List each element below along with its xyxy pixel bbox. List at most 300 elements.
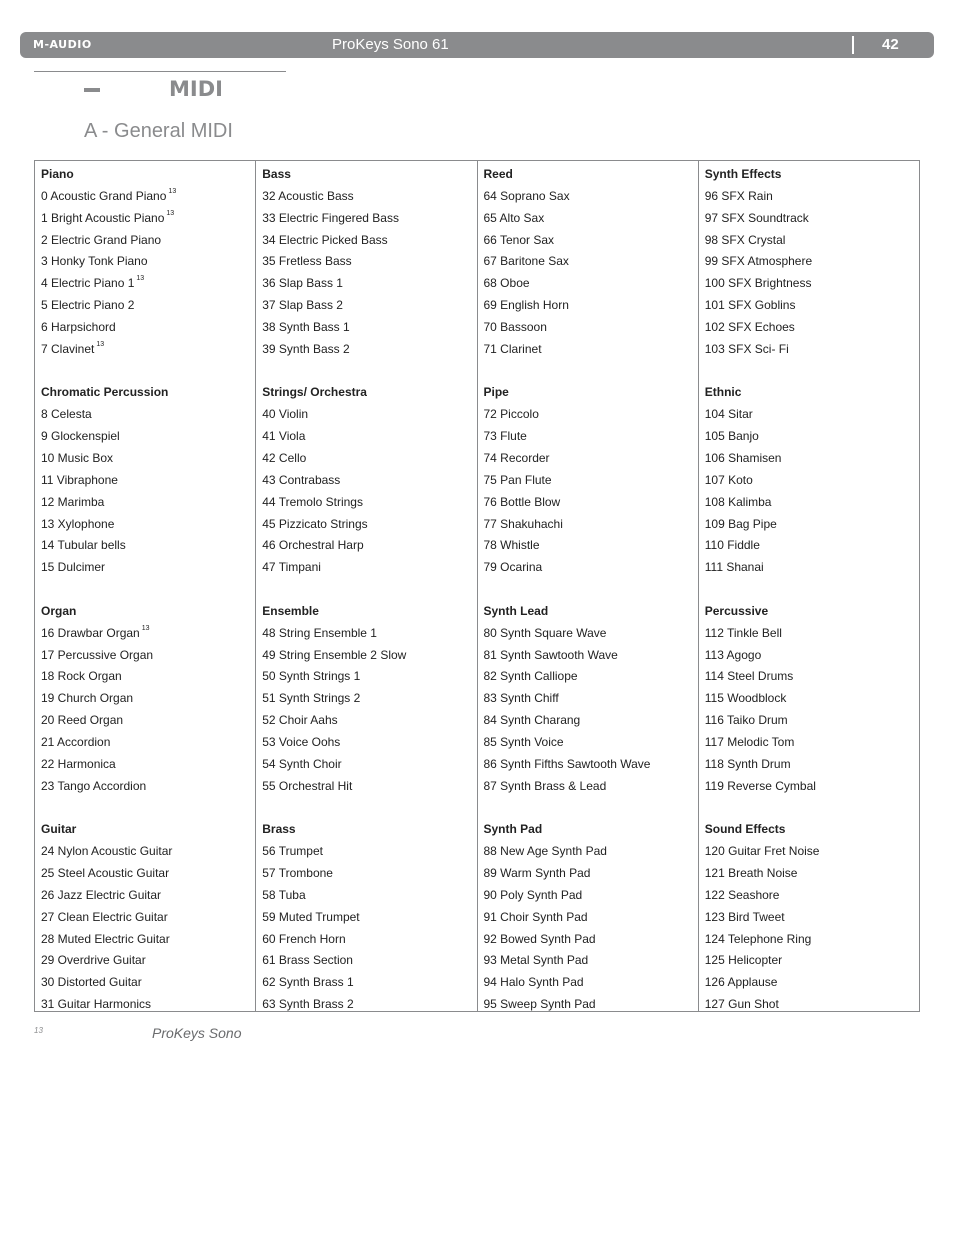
instrument-row xyxy=(262,841,476,863)
instrument-row xyxy=(41,535,255,557)
instrument-row xyxy=(41,492,255,514)
instrument-row xyxy=(262,339,476,361)
instrument-label: 44 Tremolo Strings xyxy=(262,494,363,509)
instrument-row xyxy=(41,339,255,361)
section-dash xyxy=(84,88,100,92)
instrument-label: 36 Slap Bass 1 xyxy=(262,276,343,291)
instrument-label: 57 Trombone xyxy=(262,866,333,880)
instrument-row xyxy=(705,885,919,907)
instrument-row xyxy=(705,754,919,776)
instrument-label: 20 Reed Organ xyxy=(41,713,124,728)
instrument-row xyxy=(484,929,698,951)
instrument-row xyxy=(41,470,255,492)
instrument-label: 82 Synth Calliope xyxy=(483,669,578,684)
instrument-row xyxy=(262,666,476,688)
instrument-label: 111 Shanai xyxy=(704,560,764,575)
instrument-label: 56 Trumpet xyxy=(262,844,323,859)
instrument-row xyxy=(262,448,476,470)
instrument-label: 120 Guitar Fret Noise xyxy=(704,844,820,859)
instrument-label: 40 Violin xyxy=(262,407,309,422)
instrument-label: 108 Kalimba xyxy=(704,494,772,509)
instrument-label: 67 Baritone Sax xyxy=(483,254,569,269)
instrument-label: 95 Sweep Synth Pad xyxy=(483,997,596,1012)
table-column xyxy=(699,161,919,1011)
instrument-row xyxy=(262,186,476,208)
instrument-label: 8 Celesta xyxy=(41,407,92,422)
instrument-row xyxy=(484,645,698,667)
instrument-row xyxy=(705,492,919,514)
instrument-label: 3 Honky Tonk Piano xyxy=(41,254,148,269)
brand-logo: M-AUDIO xyxy=(33,38,92,51)
group-header: Brass xyxy=(262,822,296,837)
spacer-row xyxy=(41,579,255,601)
instrument-row xyxy=(484,317,698,339)
instrument-label: 99 SFX Atmosphere xyxy=(704,254,813,269)
instrument-row xyxy=(705,557,919,579)
instrument-label: 18 Rock Organ xyxy=(41,669,122,684)
instrument-label: 75 Pan Flute xyxy=(483,472,552,487)
instrument-label: 51 Synth Strings 2 xyxy=(262,691,361,706)
instrument-row xyxy=(262,754,476,776)
instrument-row xyxy=(41,295,255,317)
spacer-row xyxy=(41,797,255,819)
instrument-label: 30 Distorted Guitar xyxy=(41,975,142,990)
instrument-label: 32 Acoustic Bass xyxy=(262,188,354,203)
instrument-label: 58 Tuba xyxy=(262,887,306,902)
instrument-row xyxy=(262,645,476,667)
footnote-text: ProKeys Sono xyxy=(152,1025,242,1041)
instrument-row xyxy=(705,404,919,426)
instrument-row xyxy=(41,666,255,688)
instrument-row xyxy=(262,557,476,579)
instrument-row xyxy=(484,885,698,907)
instrument-row xyxy=(262,295,476,317)
instrument-label: 107 Koto xyxy=(704,472,753,487)
instrument-label: 87 Synth Brass & Lead xyxy=(483,778,607,793)
instrument-row xyxy=(262,688,476,710)
footnote-reference: 13 xyxy=(166,209,175,217)
instrument-label: 48 String Ensemble 1 xyxy=(262,625,377,640)
instrument-label: 92 Bowed Synth Pad xyxy=(483,931,596,946)
instrument-row xyxy=(484,339,698,361)
spacer-row xyxy=(262,361,476,383)
instrument-label: 100 SFX Brightness xyxy=(704,276,812,291)
instrument-label: 85 Synth Voice xyxy=(483,734,564,749)
instrument-label: 7 Clavinet xyxy=(41,341,95,356)
instrument-row xyxy=(41,841,255,863)
subsection-title: A - General MIDI xyxy=(84,120,233,142)
instrument-label: 83 Synth Chiff xyxy=(483,691,559,706)
instrument-row xyxy=(705,645,919,667)
instrument-row xyxy=(705,929,919,951)
instrument-row xyxy=(484,208,698,230)
instrument-label: 37 Slap Bass 2 xyxy=(262,298,343,313)
instrument-label: 81 Synth Sawtooth Wave xyxy=(483,647,618,662)
instrument-row xyxy=(484,863,698,885)
instrument-label: 109 Bag Pipe xyxy=(704,516,777,531)
instrument-row xyxy=(262,907,476,929)
instrument-row xyxy=(41,251,255,273)
instrument-label: 5 Electric Piano 2 xyxy=(41,298,135,313)
group-header: Ethnic xyxy=(704,385,742,400)
instrument-label: 84 Synth Charang xyxy=(483,713,581,728)
instrument-row xyxy=(705,972,919,994)
instrument-label: 106 Shamisen xyxy=(704,450,782,465)
group-header: Sound Effects xyxy=(704,822,786,837)
instrument-label: 104 Sitar xyxy=(704,407,753,422)
instrument-row xyxy=(705,535,919,557)
instrument-row xyxy=(484,273,698,295)
instrument-row xyxy=(262,470,476,492)
instrument-row xyxy=(484,666,698,688)
spacer-row xyxy=(705,361,919,383)
section-rule xyxy=(34,71,286,72)
instrument-row xyxy=(705,623,919,645)
instrument-row xyxy=(484,426,698,448)
instrument-label: 74 Recorder xyxy=(483,450,550,465)
instrument-row xyxy=(262,732,476,754)
instrument-row xyxy=(262,972,476,994)
instrument-label: 117 Melodic Tom xyxy=(704,734,795,749)
instrument-row xyxy=(705,426,919,448)
group-header: Reed xyxy=(483,167,513,181)
instrument-label: 97 SFX Soundtrack xyxy=(704,210,809,225)
instrument-label: 66 Tenor Sax xyxy=(483,232,554,247)
instrument-row xyxy=(705,273,919,295)
instrument-label: 13 Xylophone xyxy=(41,516,115,531)
instrument-label: 31 Guitar Harmonics xyxy=(41,997,152,1012)
instrument-row xyxy=(41,688,255,710)
spacer-row xyxy=(705,579,919,601)
spacer-row xyxy=(262,797,476,819)
document-title: ProKeys Sono 61 xyxy=(332,36,449,53)
instrument-row xyxy=(262,535,476,557)
instrument-label: 64 Soprano Sax xyxy=(483,188,570,203)
instrument-row xyxy=(41,623,255,645)
instrument-label: 4 Electric Piano 1 xyxy=(41,276,135,291)
group-header: Piano xyxy=(41,167,74,181)
instrument-row xyxy=(705,295,919,317)
instrument-label: 9 Glockenspiel xyxy=(41,429,120,444)
instrument-label: 89 Warm Synth Pad xyxy=(483,866,591,880)
instrument-row xyxy=(705,732,919,754)
instrument-row xyxy=(41,426,255,448)
instrument-label: 53 Voice Oohs xyxy=(262,734,341,749)
instrument-label: 124 Telephone Ring xyxy=(704,931,812,946)
instrument-label: 49 String Ensemble 2 Slow xyxy=(262,647,407,662)
instrument-row xyxy=(705,448,919,470)
instrument-label: 76 Bottle Blow xyxy=(483,494,561,509)
instrument-label: 69 English Horn xyxy=(483,298,569,313)
instrument-label: 93 Metal Synth Pad xyxy=(483,953,589,968)
instrument-label: 55 Orchestral Hit xyxy=(262,778,353,793)
instrument-row xyxy=(484,251,698,273)
instrument-row xyxy=(262,317,476,339)
instrument-label: 65 Alto Sax xyxy=(483,210,545,225)
instrument-row xyxy=(41,186,255,208)
instrument-label: 61 Brass Section xyxy=(262,953,353,968)
instrument-row xyxy=(705,514,919,536)
instrument-label: 46 Orchestral Harp xyxy=(262,538,364,553)
instrument-row xyxy=(705,776,919,798)
instrument-label: 78 Whistle xyxy=(483,538,540,553)
instrument-label: 26 Jazz Electric Guitar xyxy=(41,887,162,902)
instrument-label: 15 Dulcimer xyxy=(41,560,106,575)
instrument-label: 43 Contrabass xyxy=(262,472,341,487)
instrument-label: 34 Electric Picked Bass xyxy=(262,232,388,247)
instrument-label: 6 Harpsichord xyxy=(41,319,116,334)
instrument-label: 1 Bright Acoustic Piano xyxy=(41,210,165,225)
instrument-label: 17 Percussive Organ xyxy=(41,647,154,662)
instrument-label: 80 Synth Square Wave xyxy=(483,625,607,640)
instrument-row xyxy=(41,754,255,776)
instrument-label: 125 Helicopter xyxy=(704,953,783,968)
instrument-label: 110 Fiddle xyxy=(704,538,760,553)
instrument-row xyxy=(484,950,698,972)
instrument-row xyxy=(41,208,255,230)
instrument-label: 11 Vibraphone xyxy=(41,472,118,487)
instrument-row xyxy=(41,710,255,732)
instrument-row xyxy=(262,251,476,273)
instrument-row xyxy=(484,535,698,557)
instrument-row xyxy=(484,514,698,536)
instrument-label: 50 Synth Strings 1 xyxy=(262,669,361,684)
footnote-reference: 13 xyxy=(168,187,177,195)
instrument-row xyxy=(41,950,255,972)
instrument-row xyxy=(262,929,476,951)
instrument-label: 12 Marimba xyxy=(41,494,105,509)
section-title: MIDI xyxy=(169,77,223,101)
instrument-row xyxy=(705,863,919,885)
instrument-label: 116 Taiko Drum xyxy=(704,713,788,728)
instrument-row xyxy=(41,317,255,339)
instrument-row xyxy=(41,448,255,470)
instrument-label: 98 SFX Crystal xyxy=(704,232,786,247)
instrument-row xyxy=(484,492,698,514)
instrument-label: 112 Tinkle Bell xyxy=(704,625,782,640)
group-header: Chromatic Percussion xyxy=(41,385,169,400)
instrument-row xyxy=(41,557,255,579)
instrument-row xyxy=(705,841,919,863)
header-separator xyxy=(852,36,854,54)
instrument-label: 70 Bassoon xyxy=(483,319,547,334)
table-column xyxy=(478,161,699,1011)
footnote-marker: 13 xyxy=(34,1026,43,1035)
group-header: Synth Lead xyxy=(483,603,549,618)
group-header: Strings/ Orchestra xyxy=(262,385,367,400)
instrument-row xyxy=(262,994,476,1016)
instrument-label: 28 Muted Electric Guitar xyxy=(41,931,170,946)
instrument-row xyxy=(41,273,255,295)
instrument-label: 115 Woodblock xyxy=(704,691,787,706)
instrument-row xyxy=(41,732,255,754)
general-midi-table xyxy=(34,160,920,1012)
instrument-row xyxy=(41,776,255,798)
instrument-label: 94 Halo Synth Pad xyxy=(483,975,584,990)
instrument-label: 88 New Age Synth Pad xyxy=(483,844,607,859)
instrument-label: 52 Choir Aahs xyxy=(262,713,338,728)
instrument-label: 22 Harmonica xyxy=(41,756,116,771)
instrument-label: 62 Synth Brass 1 xyxy=(262,975,354,990)
instrument-row xyxy=(484,776,698,798)
instrument-label: 113 Agogo xyxy=(704,647,762,662)
instrument-row xyxy=(484,295,698,317)
instrument-row xyxy=(41,907,255,929)
instrument-row xyxy=(262,230,476,252)
spacer-row xyxy=(484,361,698,383)
instrument-row xyxy=(41,885,255,907)
instrument-row xyxy=(705,950,919,972)
instrument-row xyxy=(262,710,476,732)
instrument-row xyxy=(705,688,919,710)
instrument-row xyxy=(262,776,476,798)
table-column xyxy=(256,161,477,1011)
instrument-label: 47 Timpani xyxy=(262,560,321,575)
instrument-label: 35 Fretless Bass xyxy=(262,254,352,269)
instrument-row xyxy=(262,514,476,536)
footnote-reference: 13 xyxy=(141,624,150,632)
instrument-label: 102 SFX Echoes xyxy=(704,319,795,334)
instrument-row xyxy=(262,863,476,885)
instrument-label: 60 French Horn xyxy=(262,931,346,946)
group-header: Bass xyxy=(262,167,291,181)
instrument-label: 27 Clean Electric Guitar xyxy=(41,909,168,924)
instrument-label: 73 Flute xyxy=(483,429,527,444)
group-header: Synth Effects xyxy=(704,167,782,181)
instrument-label: 123 Bird Tweet xyxy=(704,909,785,924)
instrument-row xyxy=(705,317,919,339)
instrument-row xyxy=(705,994,919,1016)
instrument-row xyxy=(262,208,476,230)
instrument-label: 119 Reverse Cymbal xyxy=(704,778,816,793)
instrument-label: 24 Nylon Acoustic Guitar xyxy=(41,844,173,859)
instrument-row xyxy=(41,994,255,1016)
instrument-row xyxy=(484,186,698,208)
instrument-label: 101 SFX Goblins xyxy=(704,298,796,313)
instrument-row xyxy=(705,666,919,688)
instrument-label: 38 Synth Bass 1 xyxy=(262,319,350,334)
spacer-row xyxy=(484,797,698,819)
instrument-row xyxy=(262,623,476,645)
instrument-label: 71 Clarinet xyxy=(483,341,542,356)
spacer-row xyxy=(41,361,255,383)
instrument-row xyxy=(262,492,476,514)
instrument-label: 23 Tango Accordion xyxy=(41,778,147,793)
instrument-row xyxy=(705,251,919,273)
instrument-label: 2 Electric Grand Piano xyxy=(41,232,162,247)
instrument-row xyxy=(262,273,476,295)
instrument-label: 122 Seashore xyxy=(704,887,780,902)
table-column xyxy=(35,161,256,1011)
instrument-label: 79 Ocarina xyxy=(483,560,543,575)
header-bar xyxy=(20,32,934,58)
instrument-row xyxy=(41,863,255,885)
instrument-label: 68 Oboe xyxy=(483,276,530,291)
instrument-label: 96 SFX Rain xyxy=(704,188,773,203)
instrument-label: 59 Muted Trumpet xyxy=(262,909,360,924)
instrument-row xyxy=(262,950,476,972)
instrument-label: 121 Breath Noise xyxy=(704,866,798,880)
instrument-label: 91 Choir Synth Pad xyxy=(483,909,588,924)
instrument-row xyxy=(484,230,698,252)
instrument-label: 114 Steel Drums xyxy=(704,669,794,684)
spacer-row xyxy=(262,579,476,601)
instrument-row xyxy=(262,885,476,907)
instrument-label: 19 Church Organ xyxy=(41,691,134,706)
footnote-reference: 13 xyxy=(96,340,105,348)
instrument-label: 103 SFX Sci- Fi xyxy=(704,341,789,356)
group-header: Pipe xyxy=(483,385,509,400)
instrument-row xyxy=(484,470,698,492)
page-number: 42 xyxy=(882,36,899,53)
instrument-row xyxy=(41,514,255,536)
spacer-row xyxy=(705,797,919,819)
instrument-row xyxy=(484,688,698,710)
instrument-row xyxy=(41,929,255,951)
instrument-label: 63 Synth Brass 2 xyxy=(262,997,354,1012)
instrument-label: 118 Synth Drum xyxy=(704,756,791,771)
instrument-row xyxy=(484,623,698,645)
instrument-row xyxy=(262,426,476,448)
instrument-label: 72 Piccolo xyxy=(483,407,539,422)
instrument-row xyxy=(705,470,919,492)
instrument-row xyxy=(705,710,919,732)
instrument-label: 14 Tubular bells xyxy=(41,538,126,553)
instrument-label: 10 Music Box xyxy=(41,450,114,465)
group-header: Ensemble xyxy=(262,603,319,618)
instrument-row xyxy=(484,710,698,732)
instrument-row xyxy=(41,972,255,994)
instrument-label: 126 Applause xyxy=(704,975,778,990)
instrument-label: 54 Synth Choir xyxy=(262,756,342,771)
instrument-row xyxy=(484,994,698,1016)
spacer-row xyxy=(484,579,698,601)
instrument-row xyxy=(484,972,698,994)
instrument-label: 21 Accordion xyxy=(41,734,111,749)
footnote-reference: 13 xyxy=(136,275,145,283)
instrument-label: 41 Viola xyxy=(262,429,306,444)
instrument-label: 29 Overdrive Guitar xyxy=(41,953,146,968)
instrument-row xyxy=(484,448,698,470)
instrument-label: 105 Banjo xyxy=(704,429,759,444)
instrument-row xyxy=(484,754,698,776)
instrument-label: 45 Pizzicato Strings xyxy=(262,516,368,531)
group-header: Percussive xyxy=(704,603,769,618)
instrument-label: 16 Drawbar Organ xyxy=(41,625,140,640)
group-header: Organ xyxy=(41,603,77,618)
instrument-row xyxy=(41,404,255,426)
instrument-row xyxy=(41,645,255,667)
instrument-label: 90 Poly Synth Pad xyxy=(483,887,583,902)
group-header: Synth Pad xyxy=(483,822,543,837)
instrument-row xyxy=(705,907,919,929)
instrument-label: 77 Shakuhachi xyxy=(483,516,563,531)
instrument-row xyxy=(705,186,919,208)
instrument-row xyxy=(484,557,698,579)
instrument-row xyxy=(484,841,698,863)
instrument-label: 39 Synth Bass 2 xyxy=(262,341,350,356)
instrument-row xyxy=(705,230,919,252)
instrument-row xyxy=(705,339,919,361)
instrument-label: 86 Synth Fifths Sawtooth Wave xyxy=(483,756,651,771)
instrument-label: 25 Steel Acoustic Guitar xyxy=(41,866,170,880)
instrument-label: 33 Electric Fingered Bass xyxy=(262,210,399,225)
instrument-row xyxy=(484,907,698,929)
group-header: Guitar xyxy=(41,822,77,837)
instrument-label: 127 Gun Shot xyxy=(704,997,779,1012)
instrument-label: 0 Acoustic Grand Piano xyxy=(41,188,167,203)
instrument-row xyxy=(484,404,698,426)
